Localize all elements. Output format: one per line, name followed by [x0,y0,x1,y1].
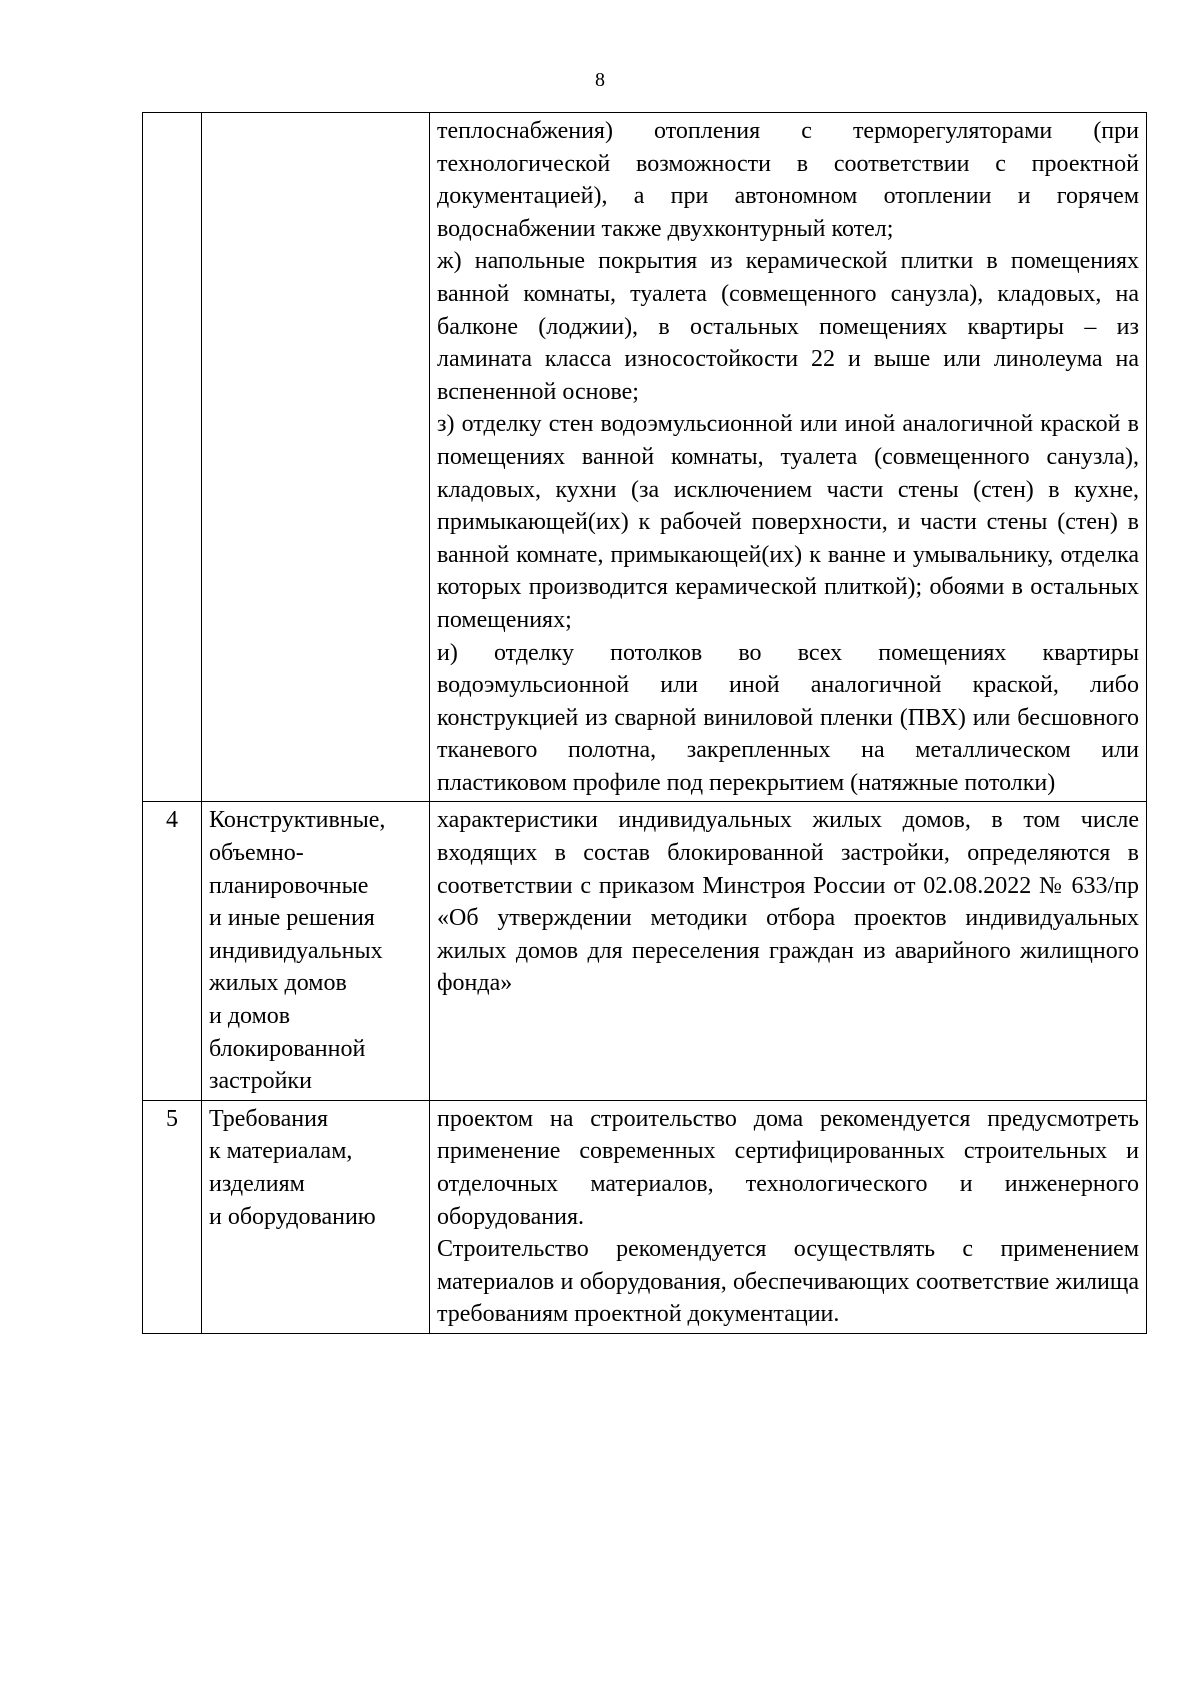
row-number: 5 [166,1105,178,1132]
row-name-cell [202,1100,430,1333]
page-number: 8 [595,69,605,91]
row-description-cell [430,802,1147,1100]
row-name-line: застройки [209,1068,312,1095]
row-name-line: планировочные [209,872,369,899]
row-description-paragraph: характеристики индивидуальных жилых домов, в том числе входящих в состав блокированной застройки, определяются в соответствии с приказом Минстроя России от 02.08.2022 № 633/пр «Об утверждении методики отбора проектов индивидуальных жилых домов для переселения граждан из аварийного жилищного фонда» [437,807,1139,997]
row-name-line: к материалам, [209,1138,353,1165]
row-name-line: жилых домов [209,970,347,997]
row-name-cell [202,802,430,1100]
row-name-line: объемно- [209,840,304,867]
row-number-cell [143,113,202,802]
row-name-line: и оборудованию [209,1203,376,1230]
row-description-paragraph: проектом на строительство дома рекомендуется предусмотреть применение современных сертифицированных строительных и отделочных материалов, технологического и инженерного оборудования. [437,1105,1139,1230]
row-description-paragraph: з) отделку стен водоэмульсионной или иной аналогичной краской в помещениях ванной комнаты, туалета (совмещенного санузла), кладовых, кухни (за исключением части стены (стен) в кухне, примыкающей(их) к рабочей поверхности, и части стены (стен) в ванной комнате, примыкающей(их) к ванне и умывальнику, отделка которых производится керамической плиткой); обоями в остальных помещениях; [437,411,1139,633]
row-name-line: и иные решения [209,905,375,932]
row-name-line: индивидуальных [209,937,383,964]
row-name-line: Требования [209,1105,329,1132]
table-row [143,802,1147,1100]
row-description-cell [430,1100,1147,1333]
row-description-paragraph: теплоснабжения) отопления с терморегуляторами (при технологической возможности в соответствии с проектной документацией), а при автономном отоплении и горячем водоснабжении также двухконтурный котел; [437,118,1139,242]
table-row [143,1100,1147,1333]
row-name-line: Конструктивные, [209,807,386,834]
row-number: 4 [166,807,178,834]
row-description-paragraph: Строительство рекомендуется осуществлять с применением материалов и оборудования, обеспечивающих соответствие жилища требованиям проектной документации. [437,1236,1139,1328]
row-name-line: блокированной [209,1035,366,1062]
row-description-cell [430,113,1147,802]
requirements-table [142,112,1147,1334]
table-body [143,113,1147,1334]
row-description-paragraph: ж) напольные покрытия из керамической плитки в помещениях ванной комнаты, туалета (совмещенного санузла), кладовых, на балконе (лоджии), в остальных помещениях квартиры – из ламината класса износостойкости 22 и выше или линолеума на вспененной основе; [437,248,1139,405]
row-name-cell [202,113,430,802]
table-row [143,113,1147,802]
row-number-cell [143,802,202,1100]
row-description-paragraph: и) отделку потолков во всех помещениях квартиры водоэмульсионной или иной аналогичной краской, либо конструкцией из сварной виниловой пленки (ПВХ) или бесшовного тканевого полотна, закрепленных на металлическом или пластиковом профиле под перекрытием (натяжные потолки) [437,639,1139,796]
row-number-cell [143,1100,202,1333]
row-name-line: и домов [209,1003,291,1030]
row-name-line: изделиям [209,1171,305,1197]
